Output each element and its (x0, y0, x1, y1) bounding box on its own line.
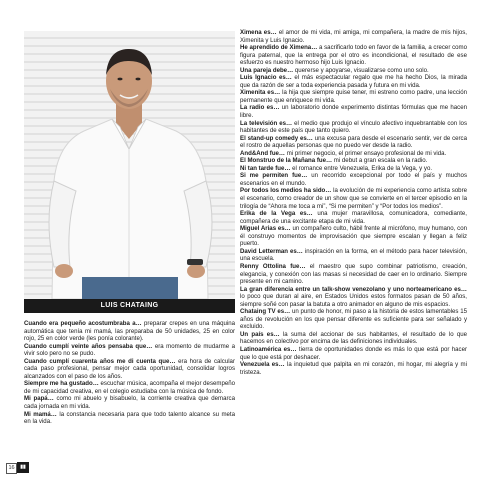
paragraph-lead: He aprendido de Ximena… (240, 44, 318, 52)
paragraph-text: la constancia necesaria para que todo talento alcance su meta en la vida. (24, 410, 235, 426)
paragraph (240, 248, 467, 263)
paragraph-lead: And&And fue… (240, 149, 286, 157)
paragraph-text: quererse y apoyarse, visualizarse como uno solo. (293, 66, 429, 74)
paragraph-lead: Cuando cumplí veinte años pensaba que… (24, 342, 153, 350)
paragraph (240, 172, 467, 187)
paragraph-text: el más espectacular regalo que me ha hecho Dios, la mirada que da razón de ser a toda experiencia pasada y futura en mi vida. (240, 74, 468, 89)
paragraph (240, 150, 467, 158)
paragraph-lead: Chataing TV es… (240, 308, 291, 316)
paragraph-text: como mi abuelo y bisabuelo, la corriente creativa que demarca cada jornada en mi vida. (24, 395, 235, 411)
portrait-illustration (24, 31, 235, 299)
paragraph (24, 395, 235, 410)
paragraph-lead: Un país es… (240, 330, 280, 338)
paragraph (240, 225, 467, 248)
portrait-photo (24, 31, 235, 299)
paragraph-text: a sacrificarlo todo en favor de la familia, a crecer como figura paternal, que la entrega por el otro es incondicional, el resultado de ese esfuerzo es nuestro hermoso hijo Luis Ignacio. (240, 44, 467, 67)
paragraph-text: el maestro que supo combinar patriotismo, creación, elegancia, y conexión con las masas si necesidad de caer en lo ordinario. Siempre presente en mi camino. (240, 262, 467, 286)
paragraph-lead: Luis Ignacio es… (240, 74, 292, 82)
paragraph-text: el romance entre Venezuela, Erika de la Vega, y yo. (290, 164, 433, 172)
paragraph-text: un punto de honor, mi paso a la historia de estos lamentables 15 años de revolución en los que pensar diferente es suficiente para ser señalado y excluido. (240, 308, 467, 331)
paragraph (240, 74, 467, 89)
paragraph-text: preparar crepes en una máquina automática que tenía mi mamá, las preparaba de 50 unidades, 25 en color rojo, 25 en color verde (les ponía colorante). (24, 320, 235, 343)
paragraph-text: la hija que siempre quise tener, mi estreno como padre, una lección permanente que enriquece mi vida. (240, 89, 467, 104)
paragraph (240, 263, 467, 286)
paragraph-lead: El stand-up comedy es… (240, 134, 313, 142)
paragraph (240, 89, 467, 104)
paragraph (240, 120, 467, 135)
photo-caption: LUIS CHATAING (24, 299, 235, 313)
paragraph-lead: David Letterman es… (240, 247, 303, 255)
paragraph-lead: La televisión es… (240, 119, 293, 127)
paragraph-lead: Siempre me ha gustado… (24, 380, 99, 388)
paragraph (24, 358, 235, 381)
paragraph-text: un compañero culto, hábil frente al micrófono, muy humano, con él construyo momentos de improvisación que siempre escalan y llegan a feliz puerto. (240, 225, 467, 248)
right-column (240, 29, 467, 376)
paragraph-text: una mujer maravillosa, comunicadora, comediante, compañera de una excitante etapa de mi vida. (240, 210, 468, 225)
paragraph-text: era momento de mudarme a vivir solo pero no se pudo. (24, 342, 235, 358)
paragraph-lead: Cuando cumplí cuarenta años me di cuenta que… (24, 357, 176, 365)
paragraph (240, 157, 467, 165)
paragraph (240, 67, 467, 75)
magazine-logo-icon: ▮▮ (17, 462, 29, 473)
paragraph-lead: Por todos los medios ha sido… (240, 187, 332, 195)
paragraph-lead: Cuando era pequeño acostumbraba a… (24, 320, 142, 327)
paragraph-text: una excusa para desde el escenario sentir, ver de cerca el rostro de aquellas personas que no puedo ver desde la radio. (240, 134, 467, 150)
paragraph-lead: Ni tan tarde fue… (240, 164, 291, 172)
paragraph (240, 187, 467, 210)
paragraph-text: el amor de mi vida, mi amiga, mi compañera, la madre de mis hijos, Ximenita y Luis Ignacio. (240, 29, 467, 44)
paragraph (240, 44, 467, 67)
paragraph-lead: Erika de la Vega es… (240, 210, 313, 218)
paragraph (24, 411, 235, 426)
paragraph-lead: Renny Ottolina fue… (240, 262, 306, 270)
page-number: 16 (6, 463, 17, 474)
paragraph-lead: La radio es… (240, 104, 280, 112)
paragraph-lead: Si me permiten fue… (240, 172, 308, 180)
paragraph (240, 361, 467, 376)
paragraph-text: tierra de oportunidades donde es más lo que está por hacer que lo que está por deshacer. (240, 345, 467, 361)
paragraph-lead: Una pareja debe… (240, 66, 294, 74)
paragraph-text: la evolución de mi experiencia como artista sobre el escenario, como creador de un show que se convierte en el tercer episodio en la trilogía de “Ahora me toca a mi”, “Si me permiten” y “Por todos los medios”. (240, 187, 467, 210)
paragraph-lead: El Monstruo de la Mañana fue… (240, 157, 333, 165)
paragraph-text: la inquietud que palpita en mi corazón, mi hogar, mi alegría y mi tristeza. (240, 361, 467, 376)
paragraph (240, 331, 467, 346)
paragraph (24, 380, 235, 395)
paragraph-lead: Venezuela es… (240, 361, 285, 369)
paragraph (240, 308, 467, 331)
paragraph-text: lo poco que duran al aire, en Estados Unidos estos formatos pasan de 50 años, siempre soñé con pasar la batuta a otro animador en alguno de mis espacios. (240, 293, 467, 308)
paragraph-lead: La gran diferencia entre un talk-show venezolano y uno norteamericano es… (240, 285, 467, 293)
paragraph (240, 210, 467, 225)
paragraph-text: un laboratorio donde experimento distintas fórmulas que me hacen libre. (240, 104, 467, 120)
paragraph-text: la suma del accionar de sus habitantes, el resultado de lo que hacemos en colectivo por encima de las definiciones individuales. (240, 330, 468, 346)
paragraph-lead: Mi papá… (24, 395, 54, 403)
paragraph-text: el medio que produjo el vínculo afectivo inquebrantable con los habitantes de este país que tanto quiero. (240, 119, 467, 135)
paragraph (24, 320, 235, 343)
paragraph-lead: Ximenita es… (240, 89, 281, 97)
left-column (24, 320, 235, 426)
paragraph-text: inspiración en la forma, en el método para hacer televisión, una escuela. (240, 247, 467, 263)
paragraph (240, 104, 467, 119)
paragraph (240, 346, 467, 361)
paragraph-text: escuchar música, acompaña el mejor desempeño de mi capacidad creativa, en el colegio estudiaba con la música de fondo. (24, 380, 236, 395)
paragraph-lead: Ximena es… (240, 29, 277, 36)
paragraph-text: mi debut a gran escala en la radio. (332, 157, 428, 165)
paragraph-text: un recorrido excepcional por todo el país y muchos escenarios en el mundo. (240, 172, 467, 187)
paragraph-text: mi primer negocio, el primer ensayo profesional de mi vida. (285, 149, 447, 157)
paragraph-lead: Mi mamá… (24, 410, 57, 418)
paragraph (240, 135, 467, 150)
paragraph (24, 343, 235, 358)
paragraph-lead: Latinoamérica es… (240, 345, 297, 353)
paragraph-text: era hora de calcular cada paso profesional, pensar mejor cada oportunidad, consolidar logros alcanzados con el paso de los años. (24, 357, 235, 380)
paragraph-lead: Miguel Arias es… (240, 225, 291, 233)
paragraph (240, 286, 467, 309)
paragraph (240, 29, 467, 44)
paragraph (240, 165, 467, 173)
